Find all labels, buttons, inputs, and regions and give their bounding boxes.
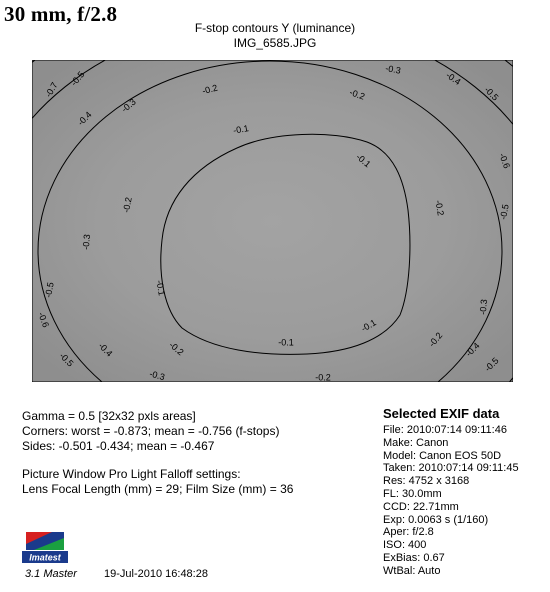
contour-label: -0.1: [278, 337, 294, 348]
page-title: 30 mm, f/2.8: [4, 2, 118, 26]
chart-subtitle-text: IMG_6585.JPG: [233, 36, 317, 50]
contour-label: -0.1: [232, 123, 250, 136]
stats-sides: Sides: -0.501 -0.434; mean = -0.467: [22, 439, 215, 453]
contour-label: -0.4: [444, 69, 463, 88]
exif-row: File: 2010:07:14 09:11:46: [383, 424, 507, 436]
contour-label: -0.1: [359, 317, 378, 334]
contour-label: -0.6: [497, 151, 512, 170]
exif-row: Exp: 0.0063 s (1/160): [383, 513, 489, 526]
exif-heading: Selected EXIF data: [383, 406, 500, 421]
contour-label: -0.5: [482, 84, 501, 103]
contour-label: -0.2: [167, 339, 186, 358]
logo-text: Imatest: [29, 552, 61, 563]
contour-label: -0.3: [119, 96, 138, 115]
contour-label: -0.5: [68, 69, 87, 88]
contour-label: -0.7: [43, 80, 60, 99]
contour-plot: [32, 60, 513, 382]
contour-label: -0.5: [43, 281, 56, 299]
contour-label: -0.2: [121, 196, 134, 214]
contour-label: -0.3: [384, 63, 402, 76]
contour-label: -0.5: [482, 355, 501, 374]
exif-row: Taken: 2010:07:14 09:11:45: [383, 462, 519, 475]
stats-corners: Corners: worst = -0.873; mean = -0.756 (f-stops): [22, 424, 280, 438]
plot-background: [32, 60, 513, 382]
chart-title-text: F-stop contours Y (luminance): [194, 21, 356, 35]
contour-label: -0.6: [36, 310, 51, 329]
exif-row: CCD: 22.71mm: [383, 500, 459, 513]
contour-label: -0.3: [477, 298, 490, 316]
stats-gamma: Gamma = 0.5 [32x32 pxls areas]: [22, 409, 196, 423]
contour-label: -0.4: [75, 109, 94, 128]
contour-label: -0.2: [433, 199, 446, 217]
exif-row: WtBal: Auto: [383, 564, 441, 577]
imatest-logo: [22, 530, 68, 564]
timestamp-label: 19-Jul-2010 16:48:28: [104, 568, 208, 580]
exif-row: ISO: 400: [383, 539, 427, 552]
contour-label: -0.1: [354, 151, 373, 170]
contour-label: -0.3: [80, 233, 93, 251]
contour-label: -0.2: [315, 372, 331, 382]
exif-row: FL: 30.0mm: [383, 487, 442, 500]
exif-list: [383, 424, 519, 578]
contour-label: -0.4: [96, 340, 115, 359]
contour-label: -0.3: [148, 368, 166, 382]
contour-label: -0.4: [463, 340, 482, 359]
exif-row: Make: Canon: [383, 436, 449, 449]
exif-row: Model: Canon EOS 50D: [383, 449, 502, 462]
exif-row: ExBias: 0.67: [383, 551, 445, 564]
contour-label: -0.2: [201, 82, 219, 97]
contour-label: -0.5: [57, 350, 76, 369]
exif-row: Res: 4752 x 3168: [383, 475, 470, 488]
contour-label: -0.2: [348, 87, 367, 102]
stats-pwp-settings: Lens Focal Length (mm) = 29; Film Size (mm) = 36: [22, 482, 294, 496]
stats-pwp-heading: Picture Window Pro Light Falloff settings:: [22, 467, 241, 481]
chart-title: [0, 21, 550, 51]
exif-row: Aper: f/2.8: [383, 526, 434, 539]
version-label: 3.1 Master: [25, 568, 77, 580]
contour-label: -0.1: [154, 279, 167, 297]
contour-label: -0.2: [426, 330, 445, 349]
contour-label: -0.5: [498, 203, 511, 221]
